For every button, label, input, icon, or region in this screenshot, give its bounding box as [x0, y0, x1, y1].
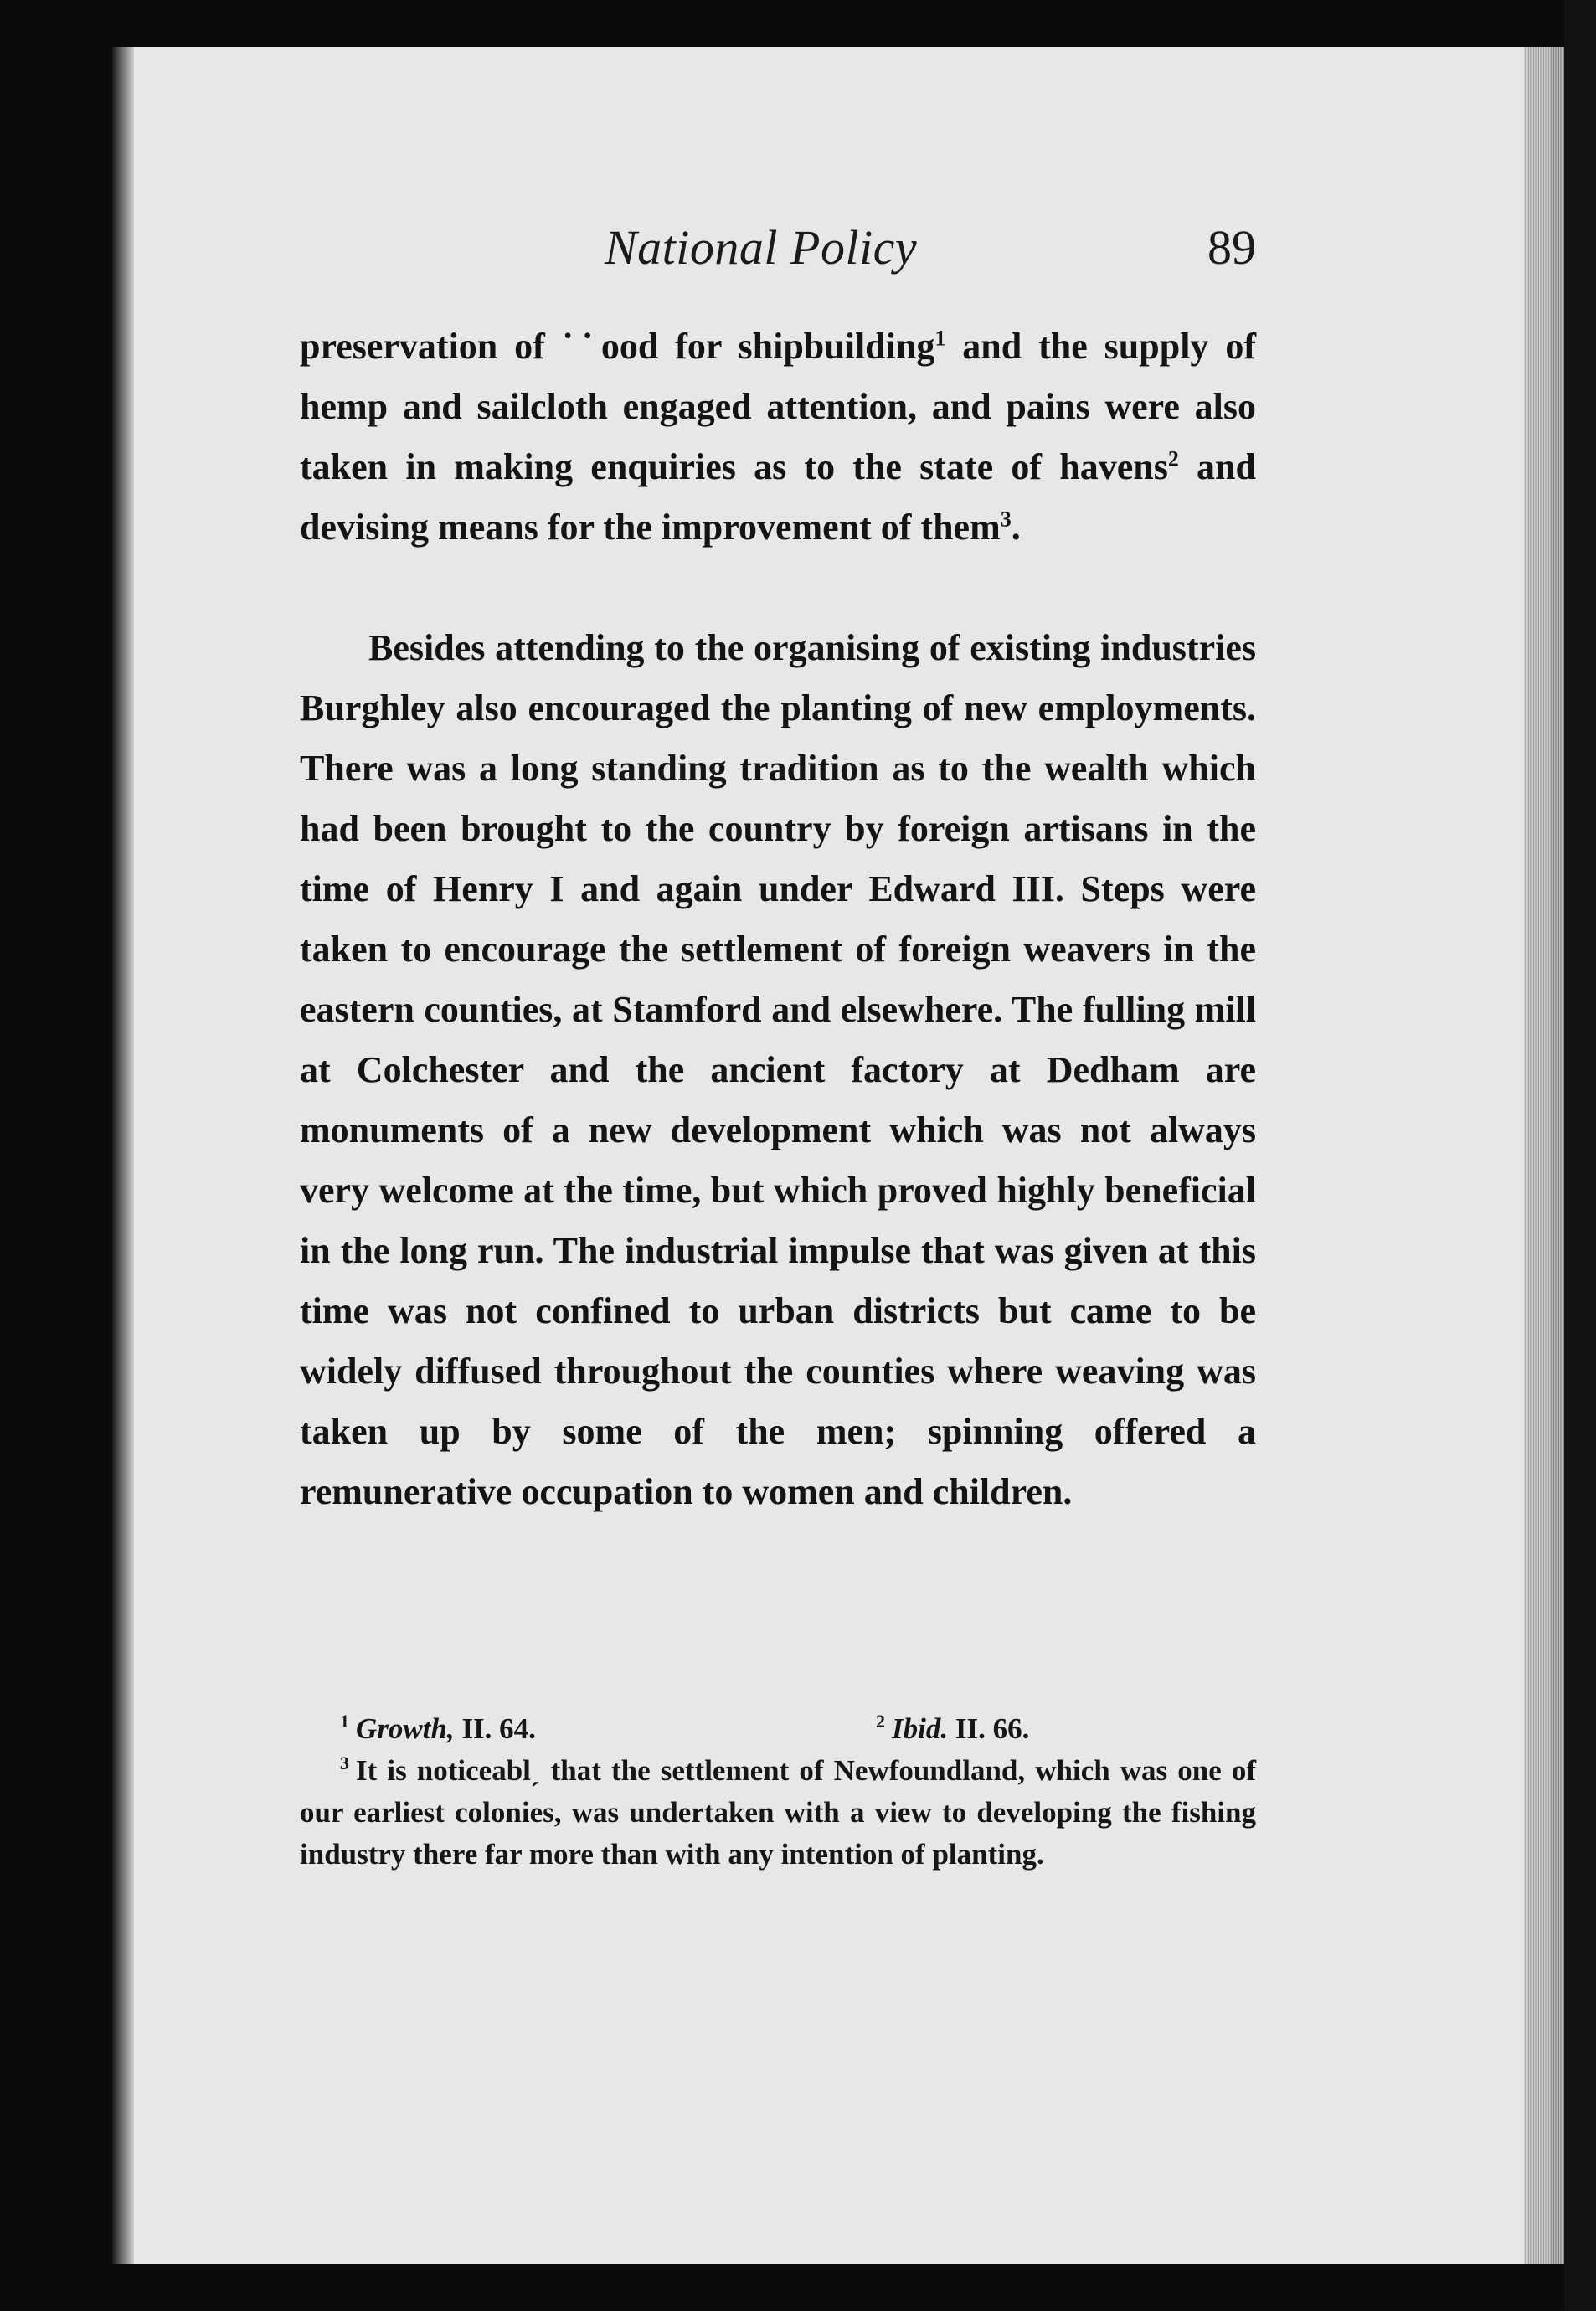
footnote-mark: 1	[340, 1711, 349, 1732]
footnote-text: II. 66.	[948, 1712, 1030, 1745]
paragraph-text: and the supply of hemp and sailcloth engaged attention, and pains were also taken in making enquiries as to the state of havens	[300, 326, 1256, 487]
footnote-1	[340, 1708, 536, 1750]
paragraph-text: .	[1011, 507, 1021, 548]
footnotes	[300, 1708, 1256, 1876]
footnote-mark: 3	[340, 1753, 349, 1774]
paragraph-text: preservation of ˙˙ood for shipbuilding	[300, 326, 935, 367]
scan-border	[1564, 0, 1596, 2311]
footnote-ref: 3	[1000, 507, 1012, 532]
paragraph	[300, 317, 1256, 558]
footnote-ref: 1	[934, 326, 946, 351]
footnote-reference: Ibid.	[892, 1712, 949, 1745]
page-number: 89	[1207, 220, 1256, 275]
paragraph-text: and devising means for the improvement of them	[300, 446, 1256, 548]
footnote-text: II. 64.	[454, 1712, 536, 1745]
running-head	[301, 219, 1256, 286]
running-title: National Policy	[605, 220, 918, 275]
binding-gutter	[112, 47, 134, 2264]
body-text	[300, 317, 1256, 1522]
footnote-ref: 2	[1167, 446, 1179, 471]
footnote-2	[876, 1708, 1029, 1750]
footnote-reference: Growth,	[356, 1712, 455, 1745]
paragraph: Besides attending to the organising of existing industries Burghley also encouraged the planting of new employments. There was a long standing tradition as to the wealth which had been brought to the country by foreign artisans in the time of Henry I and again under Edward III. Steps were taken to encourage the settlement of foreign weavers in the eastern counties, at Stamford and elsewhere. The fulling mill at Colchester and the ancient factory at Dedham are monuments of a new development which was not always very welcome at the time, but which proved highly beneficial in the long run. The industrial impulse that was given at this time was not confined to urban districts but came to be widely diffused throughout the counties where weaving was taken up by some of the men; spinning offered a remunerative occupation to women and children.	[300, 627, 1256, 1512]
footnote-mark: 2	[876, 1711, 885, 1732]
footnote-row	[300, 1708, 1256, 1750]
footnote-3	[300, 1750, 1256, 1876]
footnote-text: It is noticeablˏ that the settlement of Newfoundland, which was one of our earliest colonies, was undertaken with a view to developing the fishing industry there far more than with any intention of planting.	[300, 1754, 1256, 1871]
